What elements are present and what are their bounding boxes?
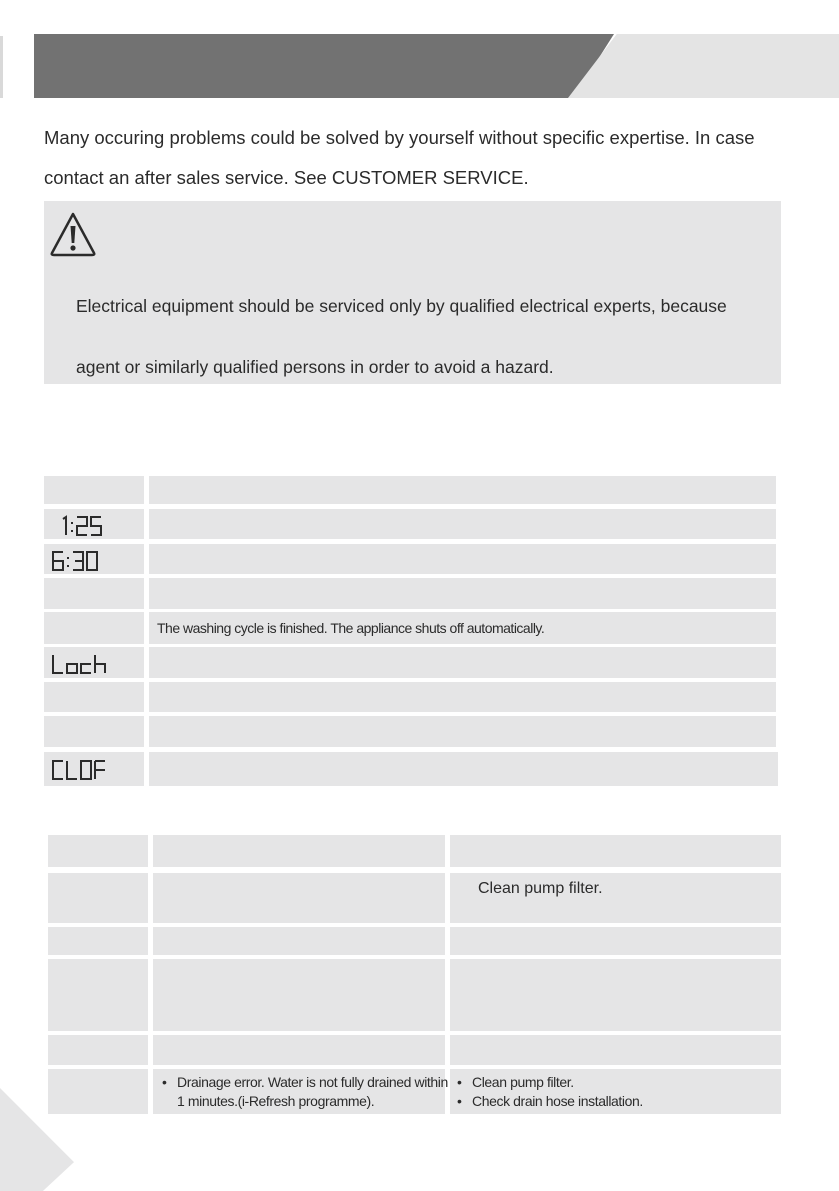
error-table-header-cell — [153, 835, 445, 867]
display-description-cell — [149, 752, 778, 786]
error-cause-cell — [153, 959, 445, 1031]
warning-box — [44, 201, 781, 384]
display-description-cell — [149, 612, 776, 644]
display-code-cell — [44, 509, 144, 539]
display-code-cell — [44, 682, 144, 712]
error-code-cell — [48, 927, 148, 955]
error-solution-cell — [450, 873, 781, 923]
display-code-cell — [44, 578, 144, 609]
page-edge-mark — [0, 36, 3, 98]
error-code-cell — [48, 873, 148, 923]
display-code-glyph — [52, 515, 112, 537]
error-cause-item: • Drainage error. Water is not fully drained within 1 minutes.(i-Refresh programme). — [159, 1073, 449, 1111]
error-cause-cell — [153, 873, 445, 923]
display-description-text: The washing cycle is finished. The appliance shuts off automatically. — [157, 620, 545, 636]
display-table-header-cell — [149, 476, 776, 504]
warning-text-line-1: Electrical equipment should be serviced only by qualified electrical experts, because — [76, 296, 727, 316]
error-cause-cell — [153, 1035, 445, 1065]
section-header-bar — [34, 34, 614, 98]
error-cause-cell — [153, 927, 445, 955]
display-description-cell — [149, 647, 776, 678]
display-description-cell — [149, 509, 776, 539]
error-code-cell — [48, 1035, 148, 1065]
intro-paragraph — [44, 118, 804, 198]
error-solution-text: Clean pump filter. — [478, 880, 603, 897]
display-code-glyph — [52, 550, 112, 572]
display-code-cell — [44, 752, 144, 786]
display-table-header-cell — [44, 476, 144, 504]
display-description-cell — [149, 682, 776, 712]
error-table-header-cell — [48, 835, 148, 867]
display-description-cell — [149, 578, 776, 609]
display-code-glyph — [52, 653, 112, 675]
error-solution-cell — [450, 927, 781, 955]
warning-text-line-2: agent or similarly qualified persons in order to avoid a hazard. — [76, 357, 554, 377]
error-cause-cell — [153, 1069, 448, 1114]
intro-line-1: Many occuring problems could be solved by yourself without specific expertise. In case — [44, 127, 755, 148]
error-solution-list — [454, 1073, 643, 1111]
error-code-cell — [48, 1069, 148, 1114]
error-code-cell — [48, 959, 148, 1031]
display-code-cell — [44, 612, 144, 644]
warning-triangle-icon — [48, 209, 98, 257]
error-solution-cell — [450, 1069, 781, 1114]
display-code-cell — [44, 647, 144, 678]
error-solution-cell — [450, 959, 781, 1031]
display-description-cell — [149, 544, 776, 574]
error-cause-list — [159, 1073, 449, 1111]
display-code-cell — [44, 716, 144, 747]
error-solution-item: • Clean pump filter. — [454, 1073, 643, 1092]
error-table-header-cell — [450, 835, 781, 867]
display-description-cell — [149, 716, 776, 747]
section-header-tab — [568, 34, 839, 98]
error-solution-item: • Check drain hose installation. — [454, 1092, 643, 1111]
intro-line-2: contact an after sales service. See CUSTOMER SERVICE. — [44, 167, 529, 188]
error-solution-cell — [450, 1035, 781, 1065]
display-code-cell — [44, 544, 144, 574]
display-code-glyph — [52, 759, 112, 781]
